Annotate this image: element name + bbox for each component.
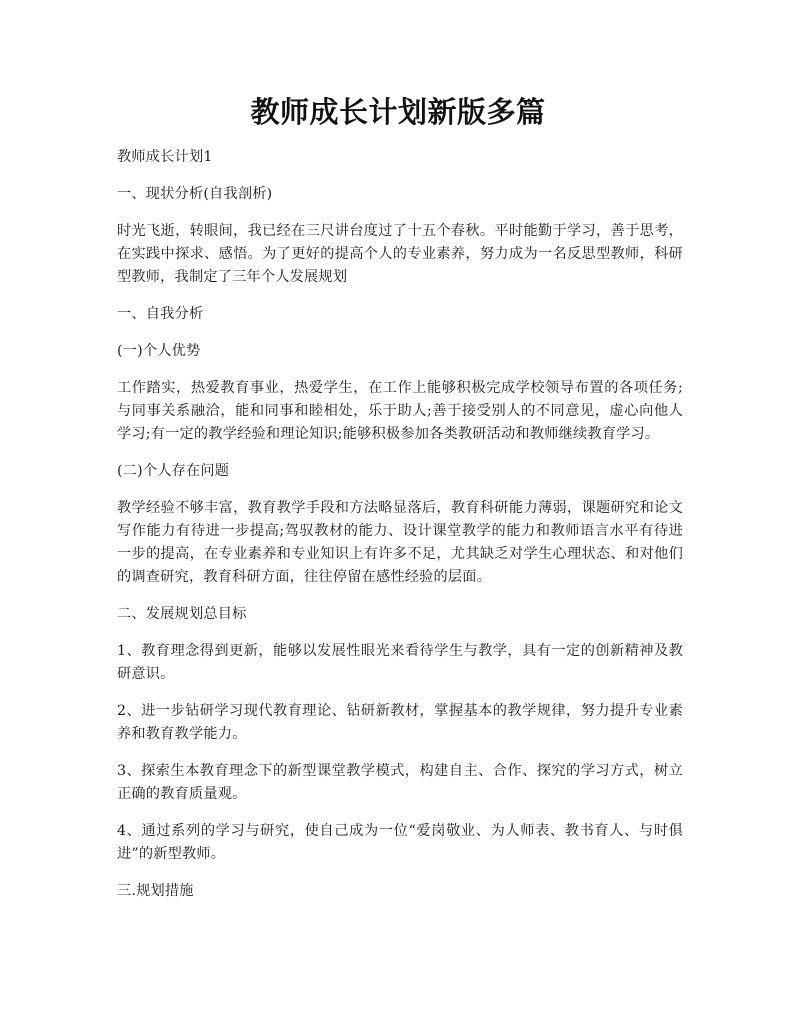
goal-item-1: 1、教育理念得到更新，能够以发展性眼光来看待学生与教学，具有一定的创新精神及教研意识。 — [117, 643, 683, 682]
goal-item-4: 4、通过系列的学习与研究，使自己成为一位“爱岗敬业、为人师表、教书育人、与时俱进”的新型教师。 — [117, 823, 683, 862]
subheading-personal-strengths: (一)个人优势 — [117, 343, 201, 359]
problems-paragraph: 教学经验不够丰富，教育教学手段和方法略显落后，教育科研能力薄弱，课题研究和论文写作能力有待进一步提高;驾驭教材的能力、设计课堂教学的能力和教师语言水平有待进一步的提高，在专业素养和专业知识上有许多不足，尤其缺乏对学生心理状态、和对他们的调查研究，教育科研方面，往往停留在感性经验的层面。 — [117, 500, 683, 585]
document-title: 教师成长计划新版多篇 — [250, 95, 546, 129]
goal-item-2: 2、进一步钻研学习现代教育理论、钻研新教材，掌握基本的教学规律，努力提升专业素养和教育教学能力。 — [117, 703, 683, 742]
subheading-personal-problems: (二)个人存在问题 — [117, 463, 230, 479]
goal-item-3: 3、探索生本教育理念下的新型课堂教学模式，构建自主、合作、探究的学习方式，树立正确的教育质量观。 — [117, 763, 683, 802]
intro-paragraph: 时光飞逝，转眼间，我已经在三尺讲台度过了十五个春秋。平时能勤于学习，善于思考，在实践中探求、感悟。为了更好的提高个人的专业素养，努力成为一名反思型教师，科研型教师，我制定了三年个人发展规划 — [117, 223, 683, 285]
document-body — [117, 146, 683, 917]
section-heading-measures: 三.规划措施 — [117, 883, 194, 899]
section-heading-self-analysis: 一、自我分析 — [117, 306, 204, 322]
section-heading-overall-goals: 二、发展规划总目标 — [117, 606, 247, 622]
section-heading-status-analysis: 一、现状分析(自我剖析) — [117, 186, 273, 202]
plan-subtitle: 教师成长计划1 — [117, 149, 213, 165]
strengths-paragraph: 工作踏实，热爱教育事业，热爱学生，在工作上能够积极完成学校领导布置的各项任务;与同事关系融洽，能和同事和睦相处，乐于助人;善于接受别人的不同意见，虚心向他人学习;有一定的教学经验和理论知识;能够积极参加各类教研活动和教师继续教育学习。 — [117, 380, 683, 442]
